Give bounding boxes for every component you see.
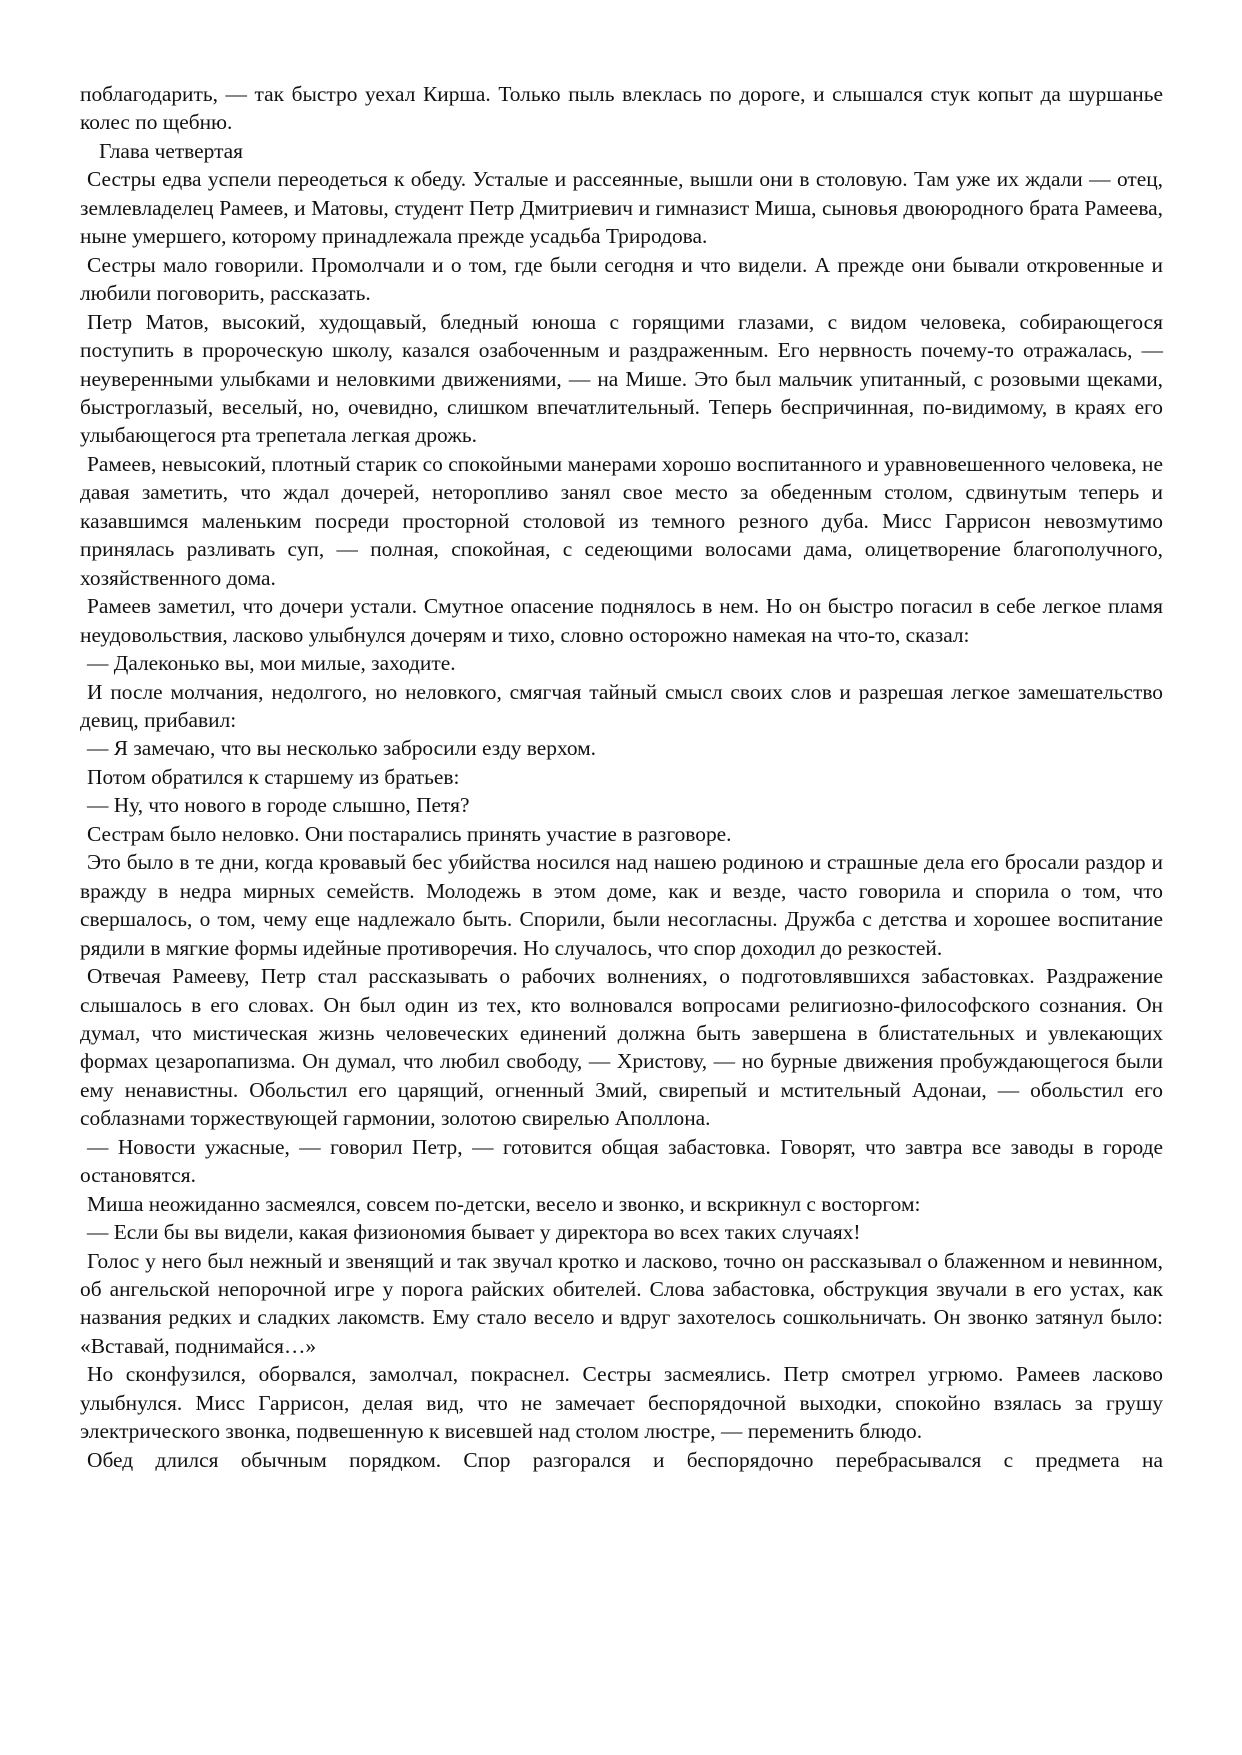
chapter-heading: Глава четвертая bbox=[99, 138, 244, 163]
paragraph: Сестры едва успели переодеться к обеду. Усталые и рассеянные, вышли они в столовую. Там уже их ждали — отец, землевладелец Рамеев, и Матовы, студент Петр Дмитриевич и гимназист Миша, сыновья двоюродного брата Рамеева, ныне умершего, которому принадлежала прежде усадьба Триродова. bbox=[80, 167, 1163, 249]
paragraph: Отвечая Рамееву, Петр стал рассказывать о рабочих волнениях, о подготовлявшихся забастовках. Раздражение слышалось в его словах. Он был один из тех, кто волновался вопросами религиозно-философского сознания. Он думал, что мистическая жизнь человеческих единений должна быть завершена в блистательных и увлекающих формах цезаропапизма. Он думал, что любил свободу, — Христову, — но бурные движения пробуждающегося были ему ненавистны. Обольстил его царящий, огненный Змий, свирепый и мстительный Адонаи, — обольстил его соблазнами торжествующей гармонии, золотою свирелью Аполлона. bbox=[80, 964, 1163, 1131]
dialogue-line: — Далеконько вы, мои милые, заходите. bbox=[87, 651, 456, 676]
paragraph-continuation: поблагодарить, — так быстро уехал Кирша. Только пыль влеклась по дороге, и слышался стук копыт да шуршанье колес по щебню. bbox=[80, 82, 1163, 135]
paragraph: Это было в те дни, когда кровавый бес убийства носился над нашею родиною и страшные дела его бросали раздор и вражду в недра мирных семейств. Молодежь в этом доме, как и везде, часто говорила и спорила о том, что свершалось, о том, чему еще надлежало быть. Спорили, были несогласны. Дружба с детства и хорошее воспитание рядили в мягкие формы идейные противоречия. Но случалось, что спор доходил до резкостей. bbox=[80, 850, 1163, 960]
paragraph: Голос у него был нежный и звенящий и так звучал кротко и ласково, точно он рассказывал о блаженном и невинном, об ангельской непорочной игре у порога райских обителей. Слова забастовка, обструкция звучали в его устах, как названия редких и сладких лакомств. Ему стало весело и вдруг захотелось сошкольничать. Он звонко затянул было: «Вставай, поднимайся…» bbox=[80, 1248, 1163, 1358]
paragraph-truncated: Обед длился обычным порядком. Спор разгорался и беспорядочно перебрасывался с предмета на bbox=[87, 1447, 1163, 1472]
paragraph: Рамеев заметил, что дочери устали. Смутное опасение поднялось в нем. Но он быстро погасил в себе легкое пламя неудовольствия, ласково улыбнулся дочерям и тихо, словно осторожно намекая на что-то, сказал: bbox=[80, 594, 1163, 647]
paragraph: Рамеев, невысокий, плотный старик со спокойными манерами хорошо воспитанного и уравновешенного человека, не давая заметить, что ждал дочерей, неторопливо занял свое место за обеденным столом, сдвинутым теперь и казавшимся маленьким посреди просторной столовой из темного резного дуба. Мисс Гаррисон невозмутимо принялась разливать суп, — полная, спокойная, с седеющими волосами дама, олицетворение благополучного, хозяйственного дома. bbox=[80, 451, 1163, 590]
dialogue-line: — Ну, что нового в городе слышно, Петя? bbox=[87, 793, 470, 818]
dialogue-line: — Если бы вы видели, какая физиономия бывает у директора во всех таких случаях! bbox=[87, 1220, 861, 1245]
paragraph: Но сконфузился, оборвался, замолчал, покраснел. Сестры засмеялись. Петр смотрел угрюмо. Рамеев ласково улыбнулся. Мисс Гаррисон, делая вид, что не замечает беспорядочной выходки, спокойно взялась за грушу электрического звонка, подвешенную к висевшей над столом люстре, — переменить блюдо. bbox=[80, 1362, 1163, 1444]
paragraph: Сестры мало говорили. Промолчали и о том, где были сегодня и что видели. А прежде они бывали откровенные и любили поговорить, рассказать. bbox=[80, 252, 1163, 306]
dialogue-line: — Новости ужасные, — говорил Петр, — готовится общая забастовка. Говорят, что завтра все заводы в городе остановятся. bbox=[80, 1134, 1163, 1188]
paragraph: Миша неожиданно засмеялся, совсем по-детски, весело и звонко, и вскрикнул с восторгом: bbox=[87, 1191, 921, 1216]
paragraph: Петр Матов, высокий, худощавый, бледный юноша с горящими глазами, с видом человека, собирающегося поступить в пророческую школу, казался озабоченным и раздраженным. Его нервность почему-то отражалась, — неуверенными улыбками и неловкими движениями, — на Мише. Это был мальчик упитанный, с розовыми щеками, быстроглазый, веселый, но, очевидно, слишком впечатлительный. Теперь беспричинная, по-видимому, в краях его улыбающегося рта трепетала легкая дрожь. bbox=[80, 309, 1163, 448]
paragraph: И после молчания, недолгого, но неловкого, смягчая тайный смысл своих слов и разрешая легкое замешательство девиц, прибавил: bbox=[80, 679, 1163, 732]
paragraph: Потом обратился к старшему из братьев: bbox=[87, 764, 460, 789]
paragraph: Сестрам было неловко. Они постарались принять участие в разговоре. bbox=[87, 821, 732, 846]
dialogue-line: — Я замечаю, что вы несколько забросили езду верхом. bbox=[87, 736, 596, 761]
